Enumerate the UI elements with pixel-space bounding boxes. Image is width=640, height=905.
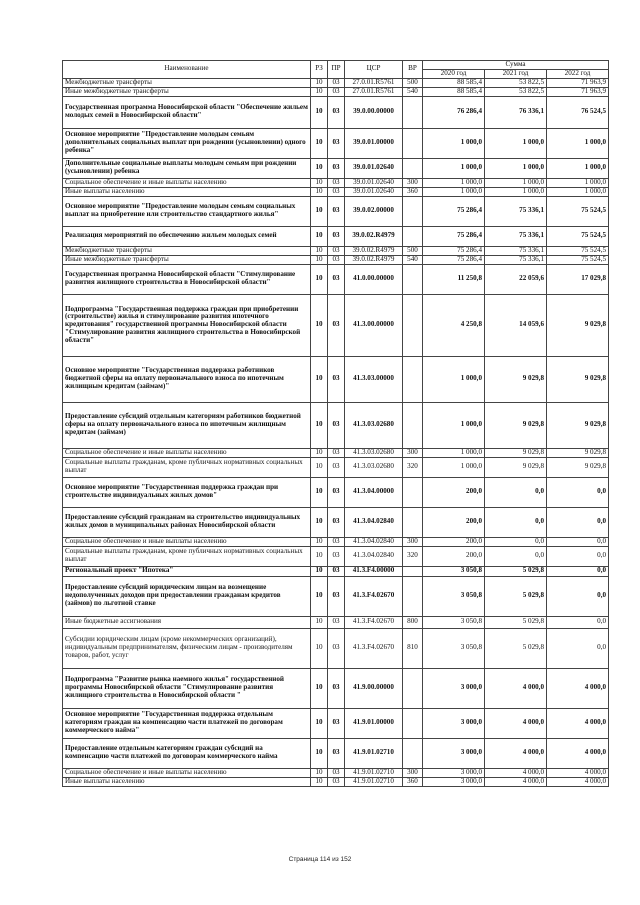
cell-2021: 1 000,0 bbox=[485, 178, 547, 187]
cell-2021: 4 000,0 bbox=[485, 768, 547, 777]
cell-2022: 1 000,0 bbox=[547, 187, 609, 196]
cell-2021: 0,0 bbox=[485, 477, 547, 507]
col-header-rz: РЗ bbox=[311, 61, 328, 79]
cell-name: Реализация мероприятий по обеспечению жильем молодых семей bbox=[63, 226, 311, 246]
cell-name: Основное мероприятие "Государственная поддержка граждан при строительстве индивидуальных жилых домов" bbox=[63, 477, 311, 507]
cell-2022: 4 000,0 bbox=[547, 738, 609, 768]
cell-name: Основное мероприятие "Предоставление молодым семьям социальных выплат на приобретение или строительство стандартного жилья" bbox=[63, 196, 311, 226]
cell-rz: 10 bbox=[311, 566, 328, 576]
cell-pr: 03 bbox=[328, 158, 345, 178]
cell-csr: 41.9.01.00000 bbox=[345, 708, 403, 738]
cell-pr: 03 bbox=[328, 226, 345, 246]
table-row bbox=[63, 255, 609, 264]
cell-pr: 03 bbox=[328, 668, 345, 708]
document-page bbox=[62, 60, 608, 787]
cell-vr: 360 bbox=[403, 187, 423, 196]
cell-rz: 10 bbox=[311, 294, 328, 356]
cell-name: Социальное обеспечение и иные выплаты населению bbox=[63, 768, 311, 777]
cell-name: Иные межбюджетные трансферты bbox=[63, 87, 311, 96]
cell-csr: 41.3.03.02680 bbox=[345, 402, 403, 448]
cell-2022: 75 524,5 bbox=[547, 226, 609, 246]
cell-vr: 540 bbox=[403, 255, 423, 264]
cell-pr: 03 bbox=[328, 196, 345, 226]
cell-csr: 41.9.01.02710 bbox=[345, 738, 403, 768]
cell-rz: 10 bbox=[311, 777, 328, 786]
cell-csr: 41.9.01.02710 bbox=[345, 777, 403, 786]
cell-pr: 03 bbox=[328, 616, 345, 628]
cell-2020: 200,0 bbox=[423, 546, 485, 566]
cell-2020: 1 000,0 bbox=[423, 457, 485, 477]
table-row bbox=[63, 196, 609, 226]
cell-csr: 39.0.02.00000 bbox=[345, 196, 403, 226]
cell-csr: 39.0.00.00000 bbox=[345, 96, 403, 128]
cell-name: Социальное обеспечение и иные выплаты населению bbox=[63, 448, 311, 457]
cell-rz: 10 bbox=[311, 128, 328, 158]
cell-2021: 9 029,8 bbox=[485, 448, 547, 457]
cell-2022: 0,0 bbox=[547, 628, 609, 668]
cell-vr: 500 bbox=[403, 78, 423, 87]
cell-2021: 9 029,8 bbox=[485, 457, 547, 477]
table-row bbox=[63, 78, 609, 87]
cell-rz: 10 bbox=[311, 537, 328, 546]
cell-name: Социальные выплаты гражданам, кроме публичных нормативных социальных выплат bbox=[63, 546, 311, 566]
cell-vr: 500 bbox=[403, 246, 423, 255]
table-row bbox=[63, 507, 609, 537]
col-header-vr: ВР bbox=[403, 61, 423, 79]
table-row bbox=[63, 768, 609, 777]
cell-2021: 1 000,0 bbox=[485, 158, 547, 178]
cell-rz: 10 bbox=[311, 87, 328, 96]
cell-rz: 10 bbox=[311, 78, 328, 87]
cell-2021: 53 822,5 bbox=[485, 78, 547, 87]
cell-rz: 10 bbox=[311, 616, 328, 628]
cell-vr: 300 bbox=[403, 178, 423, 187]
cell-name: Основное мероприятие "Государственная поддержка отдельным категориям граждан на компенсацию части платежей по договорам коммерческого найма" bbox=[63, 708, 311, 738]
cell-2021: 5 029,8 bbox=[485, 628, 547, 668]
cell-pr: 03 bbox=[328, 294, 345, 356]
cell-vr bbox=[403, 128, 423, 158]
cell-vr bbox=[403, 196, 423, 226]
cell-name: Предоставление отдельным категориям граждан субсидий на компенсацию части платежей по договорам коммерческого найма bbox=[63, 738, 311, 768]
table-row bbox=[63, 546, 609, 566]
cell-csr: 41.3.F4.02670 bbox=[345, 576, 403, 616]
cell-rz: 10 bbox=[311, 768, 328, 777]
table-row bbox=[63, 566, 609, 576]
table-row bbox=[63, 537, 609, 546]
cell-2020: 4 250,8 bbox=[423, 294, 485, 356]
cell-rz: 10 bbox=[311, 457, 328, 477]
cell-rz: 10 bbox=[311, 628, 328, 668]
cell-2021: 1 000,0 bbox=[485, 128, 547, 158]
cell-vr: 360 bbox=[403, 777, 423, 786]
cell-pr: 03 bbox=[328, 738, 345, 768]
cell-name: Предоставление субсидий гражданам на строительство индивидуальных жилых домов в муниципальных районах Новосибирской области bbox=[63, 507, 311, 537]
cell-2021: 0,0 bbox=[485, 537, 547, 546]
cell-rz: 10 bbox=[311, 158, 328, 178]
table-row bbox=[63, 264, 609, 294]
cell-pr: 03 bbox=[328, 264, 345, 294]
col-header-name: Наименование bbox=[63, 61, 311, 79]
cell-2020: 3 050,8 bbox=[423, 616, 485, 628]
cell-rz: 10 bbox=[311, 178, 328, 187]
cell-name: Государственная программа Новосибирской области "Обеспечение жильем молодых семей в Новосибирской области" bbox=[63, 96, 311, 128]
cell-vr: 320 bbox=[403, 457, 423, 477]
cell-pr: 03 bbox=[328, 246, 345, 255]
cell-2020: 11 250,8 bbox=[423, 264, 485, 294]
cell-2020: 3 050,8 bbox=[423, 628, 485, 668]
table-row bbox=[63, 628, 609, 668]
cell-pr: 03 bbox=[328, 187, 345, 196]
cell-2022: 9 029,8 bbox=[547, 448, 609, 457]
table-row bbox=[63, 187, 609, 196]
cell-2020: 3 000,0 bbox=[423, 708, 485, 738]
cell-csr: 41.9.00.00000 bbox=[345, 668, 403, 708]
table-row bbox=[63, 128, 609, 158]
cell-pr: 03 bbox=[328, 566, 345, 576]
cell-name: Субсидии юридическим лицам (кроме некоммерческих организаций), индивидуальным предпринимателям, физическим лицам - производителям товаров, работ, услуг bbox=[63, 628, 311, 668]
cell-2021: 75 336,1 bbox=[485, 226, 547, 246]
cell-pr: 03 bbox=[328, 255, 345, 264]
cell-pr: 03 bbox=[328, 87, 345, 96]
cell-2021: 5 029,8 bbox=[485, 616, 547, 628]
cell-2020: 3 000,0 bbox=[423, 768, 485, 777]
cell-2020: 3 000,0 bbox=[423, 668, 485, 708]
cell-2020: 1 000,0 bbox=[423, 356, 485, 402]
cell-rz: 10 bbox=[311, 668, 328, 708]
cell-vr bbox=[403, 356, 423, 402]
cell-vr bbox=[403, 738, 423, 768]
cell-2022: 9 029,8 bbox=[547, 356, 609, 402]
cell-2020: 1 000,0 bbox=[423, 448, 485, 457]
cell-csr: 41.3.04.02840 bbox=[345, 507, 403, 537]
col-header-2022: 2022 год bbox=[547, 69, 609, 78]
cell-rz: 10 bbox=[311, 477, 328, 507]
cell-pr: 03 bbox=[328, 356, 345, 402]
page-number-footer: Страница 114 из 152 bbox=[288, 856, 352, 863]
table-row bbox=[63, 738, 609, 768]
cell-csr: 41.3.03.02680 bbox=[345, 457, 403, 477]
col-header-sum: Сумма bbox=[423, 61, 609, 70]
cell-csr: 41.9.01.02710 bbox=[345, 768, 403, 777]
cell-rz: 10 bbox=[311, 226, 328, 246]
cell-2020: 1 000,0 bbox=[423, 128, 485, 158]
cell-vr bbox=[403, 507, 423, 537]
table-row bbox=[63, 448, 609, 457]
cell-csr: 27.0.01.R5761 bbox=[345, 78, 403, 87]
cell-pr: 03 bbox=[328, 457, 345, 477]
cell-vr: 300 bbox=[403, 768, 423, 777]
table-row bbox=[63, 708, 609, 738]
cell-pr: 03 bbox=[328, 402, 345, 448]
cell-vr: 300 bbox=[403, 537, 423, 546]
table-body bbox=[63, 78, 609, 786]
cell-2020: 3 050,8 bbox=[423, 576, 485, 616]
table-row bbox=[63, 402, 609, 448]
cell-pr: 03 bbox=[328, 477, 345, 507]
cell-pr: 03 bbox=[328, 448, 345, 457]
cell-2021: 0,0 bbox=[485, 546, 547, 566]
cell-2022: 76 524,5 bbox=[547, 96, 609, 128]
cell-2021: 0,0 bbox=[485, 507, 547, 537]
cell-rz: 10 bbox=[311, 507, 328, 537]
cell-2020: 88 585,4 bbox=[423, 78, 485, 87]
cell-vr bbox=[403, 668, 423, 708]
cell-2021: 53 822,5 bbox=[485, 87, 547, 96]
cell-rz: 10 bbox=[311, 356, 328, 402]
cell-2022: 4 000,0 bbox=[547, 668, 609, 708]
cell-name: Иные выплаты населению bbox=[63, 777, 311, 786]
cell-vr bbox=[403, 708, 423, 738]
cell-2022: 9 029,8 bbox=[547, 457, 609, 477]
cell-pr: 03 bbox=[328, 96, 345, 128]
col-header-csr: ЦСР bbox=[345, 61, 403, 79]
cell-csr: 41.3.F4.02670 bbox=[345, 628, 403, 668]
cell-name: Подпрограмма "Государственная поддержка граждан при приобретении (строительстве) жилья и стимулирование развития ипотечного кредитования" государственной программы Новосибирской области "Стимулирование развития жилищного строительства в Новосибирской области" bbox=[63, 294, 311, 356]
cell-2022: 1 000,0 bbox=[547, 158, 609, 178]
cell-vr bbox=[403, 96, 423, 128]
col-header-2020: 2020 год bbox=[423, 69, 485, 78]
cell-pr: 03 bbox=[328, 537, 345, 546]
cell-2021: 5 029,8 bbox=[485, 566, 547, 576]
cell-csr: 41.0.00.00000 bbox=[345, 264, 403, 294]
cell-pr: 03 bbox=[328, 708, 345, 738]
cell-name: Межбюджетные трансферты bbox=[63, 78, 311, 87]
col-header-2021: 2021 год bbox=[485, 69, 547, 78]
cell-csr: 41.3.04.02840 bbox=[345, 537, 403, 546]
cell-2020: 200,0 bbox=[423, 537, 485, 546]
cell-2020: 200,0 bbox=[423, 477, 485, 507]
cell-2022: 4 000,0 bbox=[547, 777, 609, 786]
table-row bbox=[63, 226, 609, 246]
table-row bbox=[63, 246, 609, 255]
cell-csr: 41.3.00.00000 bbox=[345, 294, 403, 356]
cell-pr: 03 bbox=[328, 777, 345, 786]
cell-2021: 75 336,1 bbox=[485, 255, 547, 264]
cell-vr bbox=[403, 566, 423, 576]
cell-2020: 1 000,0 bbox=[423, 158, 485, 178]
cell-csr: 27.0.01.R5761 bbox=[345, 87, 403, 96]
cell-rz: 10 bbox=[311, 187, 328, 196]
cell-2022: 0,0 bbox=[547, 566, 609, 576]
cell-vr: 800 bbox=[403, 616, 423, 628]
cell-name: Подпрограмма "Развитие рынка наемного жилья" государственной программы Новосибирской области "Стимулирование развития жилищного строительства в Новосибирской области " bbox=[63, 668, 311, 708]
cell-pr: 03 bbox=[328, 628, 345, 668]
cell-name: Основное мероприятие "Предоставление молодым семьям дополнительных социальных выплат при рождении (усыновлении) одного ребенка" bbox=[63, 128, 311, 158]
cell-2021: 14 059,6 bbox=[485, 294, 547, 356]
cell-name: Основное мероприятие "Государственная поддержка работников бюджетной сферы на оплату первоначального взноса по ипотечным жилищным кредитам (займам)" bbox=[63, 356, 311, 402]
cell-pr: 03 bbox=[328, 507, 345, 537]
cell-csr: 39.0.01.02640 bbox=[345, 178, 403, 187]
cell-name: Социальные выплаты гражданам, кроме публичных нормативных социальных выплат bbox=[63, 457, 311, 477]
cell-name: Предоставление субсидий отдельным категориям работников бюджетной сферы на оплату первоначального взноса по ипотечным жилищным кредитам (займам) bbox=[63, 402, 311, 448]
table-row bbox=[63, 777, 609, 786]
cell-2022: 75 524,5 bbox=[547, 196, 609, 226]
cell-name: Предоставление субсидий юридическим лицам на возмещение недополученных доходов при предоставлении гражданам кредитов (займов) по льготной ставке bbox=[63, 576, 311, 616]
col-header-pr: ПР bbox=[328, 61, 345, 79]
cell-2021: 22 059,6 bbox=[485, 264, 547, 294]
cell-csr: 39.0.02.R4979 bbox=[345, 246, 403, 255]
cell-2020: 75 286,4 bbox=[423, 196, 485, 226]
cell-2022: 0,0 bbox=[547, 616, 609, 628]
cell-vr bbox=[403, 158, 423, 178]
cell-name: Региональный проект "Ипотека" bbox=[63, 566, 311, 576]
cell-2020: 1 000,0 bbox=[423, 178, 485, 187]
cell-rz: 10 bbox=[311, 264, 328, 294]
cell-csr: 41.3.04.00000 bbox=[345, 477, 403, 507]
cell-csr: 41.3.03.00000 bbox=[345, 356, 403, 402]
table-row bbox=[63, 616, 609, 628]
cell-name: Социальное обеспечение и иные выплаты населению bbox=[63, 537, 311, 546]
cell-2020: 3 050,8 bbox=[423, 566, 485, 576]
cell-csr: 39.0.02.R4979 bbox=[345, 255, 403, 264]
cell-2022: 75 524,5 bbox=[547, 246, 609, 255]
cell-rz: 10 bbox=[311, 96, 328, 128]
cell-2021: 9 029,8 bbox=[485, 356, 547, 402]
cell-2021: 75 336,1 bbox=[485, 196, 547, 226]
cell-2022: 1 000,0 bbox=[547, 178, 609, 187]
cell-rz: 10 bbox=[311, 196, 328, 226]
cell-vr bbox=[403, 294, 423, 356]
cell-2021: 4 000,0 bbox=[485, 738, 547, 768]
cell-rz: 10 bbox=[311, 246, 328, 255]
table-row bbox=[63, 457, 609, 477]
cell-2022: 4 000,0 bbox=[547, 768, 609, 777]
cell-2020: 75 286,4 bbox=[423, 226, 485, 246]
cell-csr: 39.0.02.R4979 bbox=[345, 226, 403, 246]
cell-rz: 10 bbox=[311, 576, 328, 616]
table-row bbox=[63, 178, 609, 187]
cell-csr: 41.3.04.02840 bbox=[345, 546, 403, 566]
table-row bbox=[63, 668, 609, 708]
table-row bbox=[63, 294, 609, 356]
cell-pr: 03 bbox=[328, 78, 345, 87]
cell-vr bbox=[403, 402, 423, 448]
cell-2022: 17 029,8 bbox=[547, 264, 609, 294]
table-row bbox=[63, 87, 609, 96]
table-row bbox=[63, 477, 609, 507]
cell-2020: 88 585,4 bbox=[423, 87, 485, 96]
cell-rz: 10 bbox=[311, 708, 328, 738]
cell-csr: 41.3.03.02680 bbox=[345, 448, 403, 457]
cell-2020: 200,0 bbox=[423, 507, 485, 537]
cell-2020: 76 286,4 bbox=[423, 96, 485, 128]
cell-2022: 1 000,0 bbox=[547, 128, 609, 158]
cell-name: Дополнительные социальные выплаты молодым семьям при рождении (усыновлении) ребенка bbox=[63, 158, 311, 178]
cell-2022: 0,0 bbox=[547, 537, 609, 546]
cell-name: Социальное обеспечение и иные выплаты населению bbox=[63, 178, 311, 187]
cell-rz: 10 bbox=[311, 402, 328, 448]
cell-vr bbox=[403, 226, 423, 246]
cell-pr: 03 bbox=[328, 576, 345, 616]
cell-2022: 75 524,5 bbox=[547, 255, 609, 264]
cell-rz: 10 bbox=[311, 255, 328, 264]
cell-2021: 4 000,0 bbox=[485, 708, 547, 738]
cell-2022: 0,0 bbox=[547, 477, 609, 507]
cell-vr: 810 bbox=[403, 628, 423, 668]
budget-table bbox=[62, 60, 609, 787]
cell-rz: 10 bbox=[311, 738, 328, 768]
cell-pr: 03 bbox=[328, 546, 345, 566]
cell-csr: 41.3.F4.00000 bbox=[345, 566, 403, 576]
cell-vr: 300 bbox=[403, 448, 423, 457]
table-row bbox=[63, 158, 609, 178]
cell-2022: 4 000,0 bbox=[547, 708, 609, 738]
cell-name: Иные выплаты населению bbox=[63, 187, 311, 196]
cell-2021: 76 336,1 bbox=[485, 96, 547, 128]
cell-2020: 75 286,4 bbox=[423, 246, 485, 255]
cell-2022: 71 963,9 bbox=[547, 87, 609, 96]
cell-vr: 320 bbox=[403, 546, 423, 566]
cell-2020: 1 000,0 bbox=[423, 402, 485, 448]
cell-name: Иные межбюджетные трансферты bbox=[63, 255, 311, 264]
cell-vr bbox=[403, 264, 423, 294]
cell-2022: 9 029,8 bbox=[547, 402, 609, 448]
cell-csr: 39.0.01.02640 bbox=[345, 187, 403, 196]
cell-csr: 39.0.01.02640 bbox=[345, 158, 403, 178]
cell-pr: 03 bbox=[328, 128, 345, 158]
cell-vr bbox=[403, 576, 423, 616]
cell-2021: 4 000,0 bbox=[485, 668, 547, 708]
cell-2022: 0,0 bbox=[547, 576, 609, 616]
cell-2020: 3 000,0 bbox=[423, 777, 485, 786]
cell-2021: 9 029,8 bbox=[485, 402, 547, 448]
cell-name: Иные бюджетные ассигнования bbox=[63, 616, 311, 628]
cell-pr: 03 bbox=[328, 178, 345, 187]
cell-2020: 75 286,4 bbox=[423, 255, 485, 264]
cell-rz: 10 bbox=[311, 546, 328, 566]
cell-pr: 03 bbox=[328, 768, 345, 777]
cell-2022: 0,0 bbox=[547, 546, 609, 566]
table-row bbox=[63, 576, 609, 616]
cell-name: Государственная программа Новосибирской области "Стимулирование развития жилищного строительства в Новосибирской области" bbox=[63, 264, 311, 294]
cell-2020: 1 000,0 bbox=[423, 187, 485, 196]
table-row bbox=[63, 356, 609, 402]
cell-csr: 39.0.01.00000 bbox=[345, 128, 403, 158]
cell-vr: 540 bbox=[403, 87, 423, 96]
cell-2022: 9 029,8 bbox=[547, 294, 609, 356]
cell-2021: 1 000,0 bbox=[485, 187, 547, 196]
cell-2021: 5 029,8 bbox=[485, 576, 547, 616]
table-row bbox=[63, 96, 609, 128]
cell-2021: 75 336,1 bbox=[485, 246, 547, 255]
cell-2022: 71 963,9 bbox=[547, 78, 609, 87]
cell-csr: 41.3.F4.02670 bbox=[345, 616, 403, 628]
cell-rz: 10 bbox=[311, 448, 328, 457]
cell-2020: 3 000,0 bbox=[423, 738, 485, 768]
cell-vr bbox=[403, 477, 423, 507]
cell-2021: 4 000,0 bbox=[485, 777, 547, 786]
cell-2022: 0,0 bbox=[547, 507, 609, 537]
cell-name: Межбюджетные трансферты bbox=[63, 246, 311, 255]
